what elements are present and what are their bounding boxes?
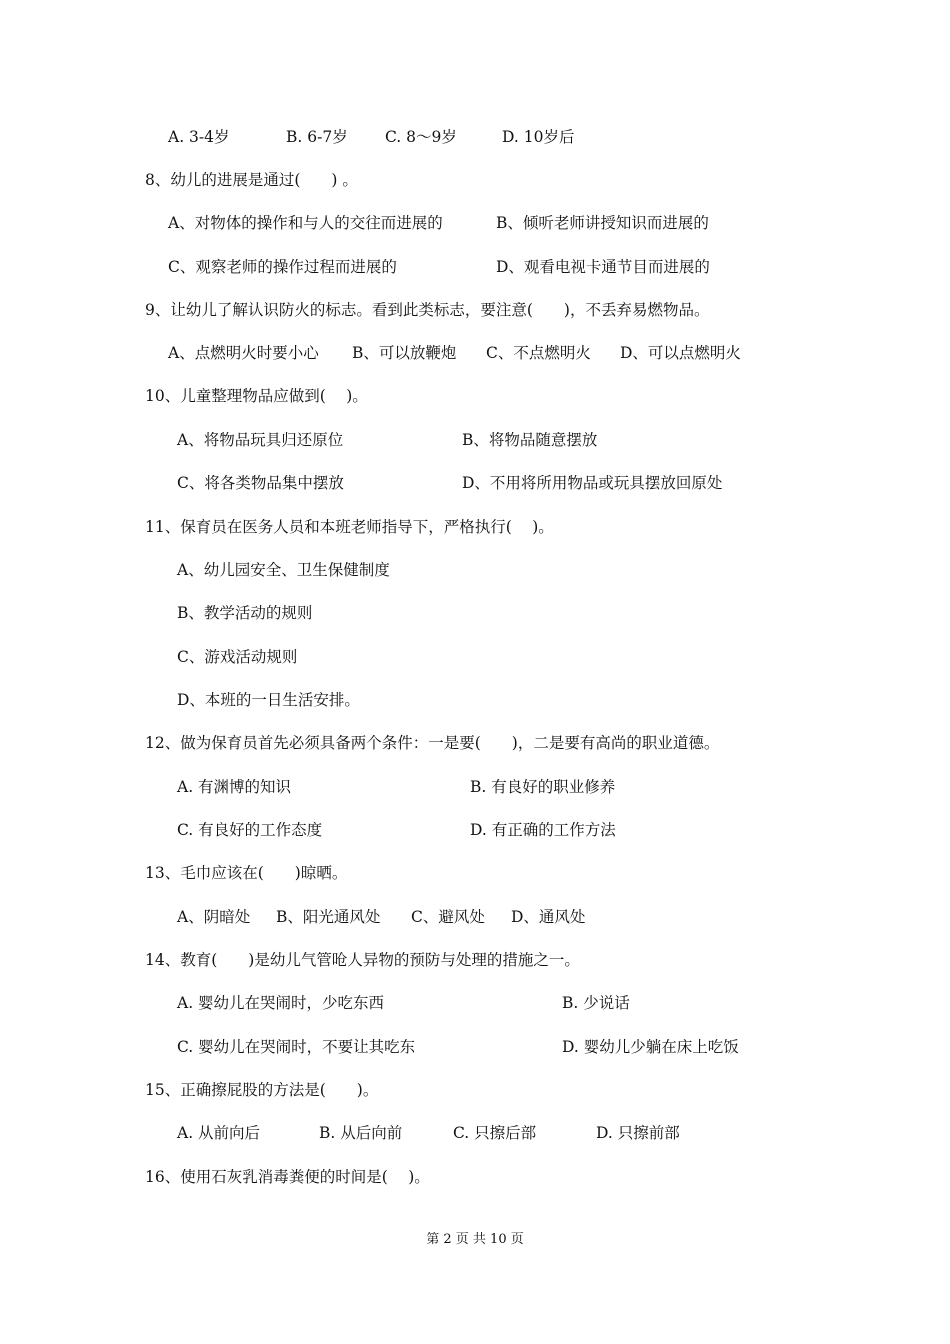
q15-option-d: D. 只擦前部 <box>596 1124 680 1142</box>
q9-stem: 9、让幼儿了解认识防火的标志。看到此类标志，要注意( )，不丢弃易燃物品。 <box>145 301 710 319</box>
q7-option-b: B. 6-7岁 <box>286 128 348 146</box>
q15-option-a: A. 从前向后 <box>177 1124 261 1142</box>
q14-option-b: B. 少说话 <box>562 994 630 1012</box>
q13-option-a: A、阴暗处 <box>177 908 251 926</box>
q10-option-a: A、将物品玩具归还原位 <box>177 431 344 449</box>
q11-option-c: C、游戏活动规则 <box>177 648 298 666</box>
q9-option-a: A、点燃明火时要小心 <box>168 344 319 362</box>
q10-option-c: C、将各类物品集中摆放 <box>177 474 344 492</box>
q8-stem: 8、幼儿的进展是通过( ) 。 <box>145 171 358 189</box>
q7-option-d: D. 10岁后 <box>502 128 575 146</box>
q14-option-a: A. 婴幼儿在哭闹时，少吃东西 <box>177 994 385 1012</box>
q14-option-c: C. 婴幼儿在哭闹时，不要让其吃东 <box>177 1038 416 1056</box>
q10-option-d: D、不用将所用物品或玩具摆放回原处 <box>462 474 723 492</box>
q13-option-c: C、避风处 <box>411 908 485 926</box>
q15-option-c: C. 只擦后部 <box>453 1124 537 1142</box>
q11-option-d: D、本班的一日生活安排。 <box>177 691 360 709</box>
q9-option-c: C、不点燃明火 <box>486 344 591 362</box>
q12-option-b: B. 有良好的职业修养 <box>470 778 616 796</box>
q12-stem: 12、做为保育员首先必须具备两个条件：一是要( )，二是要有高尚的职业道德。 <box>145 734 720 752</box>
q12-option-a: A. 有渊博的知识 <box>177 778 292 796</box>
q12-option-d: D. 有正确的工作方法 <box>470 821 616 839</box>
q7-option-c: C. 8～9岁 <box>385 128 457 146</box>
q8-option-d: D、观看电视卡通节目而进展的 <box>496 258 710 276</box>
q14-option-d: D. 婴幼儿少躺在床上吃饭 <box>562 1038 739 1056</box>
q13-stem: 13、毛巾应该在( )晾晒。 <box>145 864 348 882</box>
q11-stem: 11、保育员在医务人员和本班老师指导下，严格执行( )。 <box>145 518 554 536</box>
page-footer: 第 2 页 共 10 页 <box>426 1232 524 1247</box>
q11-option-b: B、教学活动的规则 <box>177 604 313 622</box>
q15-stem: 15、正确擦屁股的方法是( )。 <box>145 1081 379 1099</box>
q10-stem: 10、儿童整理物品应做到( )。 <box>145 387 368 405</box>
q7-option-a: A. 3-4岁 <box>168 128 230 146</box>
q9-option-b: B、可以放鞭炮 <box>352 344 457 362</box>
q13-option-b: B、阳光通风处 <box>276 908 381 926</box>
q8-option-a: A、对物体的操作和与人的交往而进展的 <box>168 214 443 232</box>
q15-option-b: B. 从后向前 <box>319 1124 403 1142</box>
q10-option-b: B、将物品随意摆放 <box>462 431 598 449</box>
q12-option-c: C. 有良好的工作态度 <box>177 821 323 839</box>
q8-option-b: B、倾听老师讲授知识而进展的 <box>496 214 709 232</box>
q11-option-a: A、幼儿园安全、卫生保健制度 <box>177 561 390 579</box>
q8-option-c: C、观察老师的操作过程而进展的 <box>168 258 397 276</box>
q16-stem: 16、使用石灰乳消毒粪便的时间是( )。 <box>145 1168 430 1186</box>
q14-stem: 14、教育( )是幼儿气管呛人异物的预防与处理的措施之一。 <box>145 951 580 969</box>
q9-option-d: D、可以点燃明火 <box>620 344 741 362</box>
q13-option-d: D、通风处 <box>511 908 586 926</box>
